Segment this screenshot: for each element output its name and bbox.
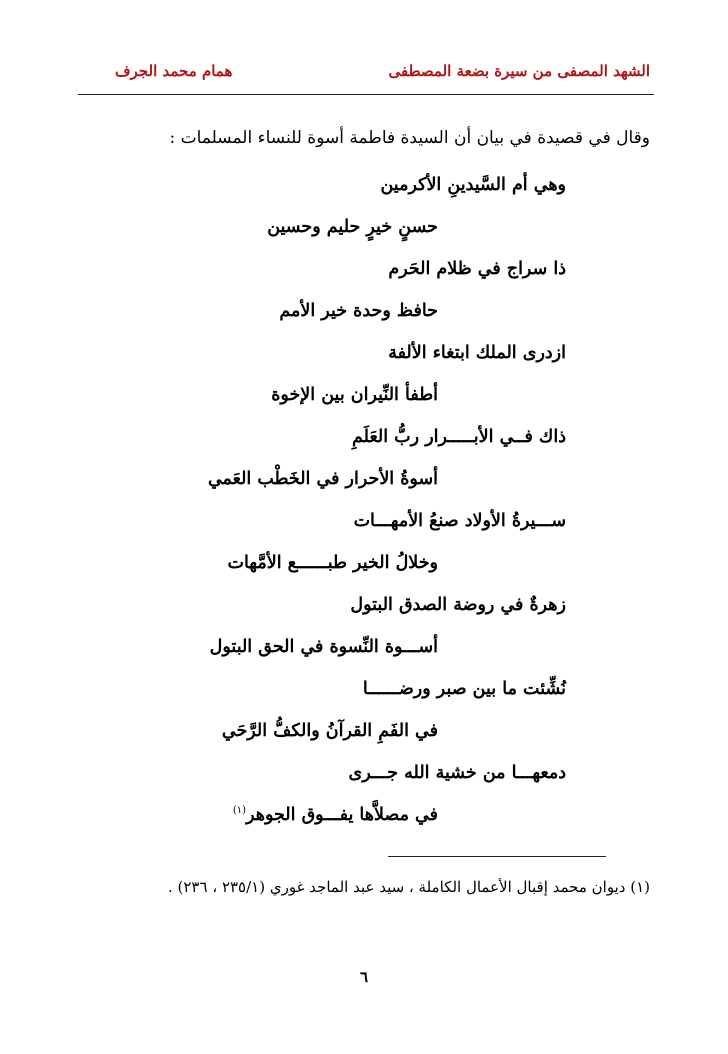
verse-line: حسنٍ خيرٍ حليم وحسين [267, 217, 438, 237]
verse-line: دمعهـــا من خشية الله جـــرى [348, 763, 566, 783]
verse-line: وخلالُ الخير طبــــــع الأمَّهات [227, 553, 438, 573]
page-number: ٦ [359, 968, 369, 986]
footnote-divider [388, 856, 606, 857]
verse-line-with-footnote [233, 805, 438, 825]
verse-line: أسوةُ الأحرار في الخَطْب العَمي [207, 469, 438, 489]
verse-line: ســـيرةُ الأولاد صنعُ الأمهـــات [353, 511, 566, 531]
book-title-header: الشهد المصفى من سيرة بضعة المصطفى [388, 62, 650, 80]
verse-line: وهي أم السَّيدينِ الأكرمين [380, 175, 566, 195]
verse-line: أطفأ النِّيران بين الإخوة [271, 385, 438, 405]
verse-line: ذاك فــي الأبـــــرار ربُّ العَلَمِ [352, 427, 566, 447]
verse-line: ذا سراج في ظلام الحَرم [388, 259, 566, 279]
footnote-reference[interactable]: (١) [232, 805, 247, 817]
intro-text: وقال في قصيدة في بيان أن السيدة فاطمة أسوة للنساء المسلمات : [169, 128, 650, 148]
header-divider [78, 94, 654, 95]
verse-line: أســـوة النِّسوة في الحق البتول [209, 637, 438, 657]
author-header: همام محمد الجرف [115, 62, 233, 80]
verse-line: في الفَمِ القرآنُ والكفُّ الرَّحَي [221, 721, 438, 741]
verse-line: نُشِّئت ما بين صبر ورضــــــا [362, 679, 566, 699]
footnote-text: (١) ديوان محمد إقبال الأعمال الكاملة ، سيد عبد الماجد غوري (٢٣٥/١ ، ٢٣٦) . [167, 878, 650, 896]
verse-text: في مصلاَّها يفـــوق الجوهر [246, 805, 438, 825]
verse-line: زهرةٌ في روضة الصدق البتول [350, 595, 566, 615]
verse-line: حافظ وحدة خير الأمم [279, 301, 438, 321]
verse-line: ازدرى الملك ابتغاء الألفة [388, 343, 566, 363]
